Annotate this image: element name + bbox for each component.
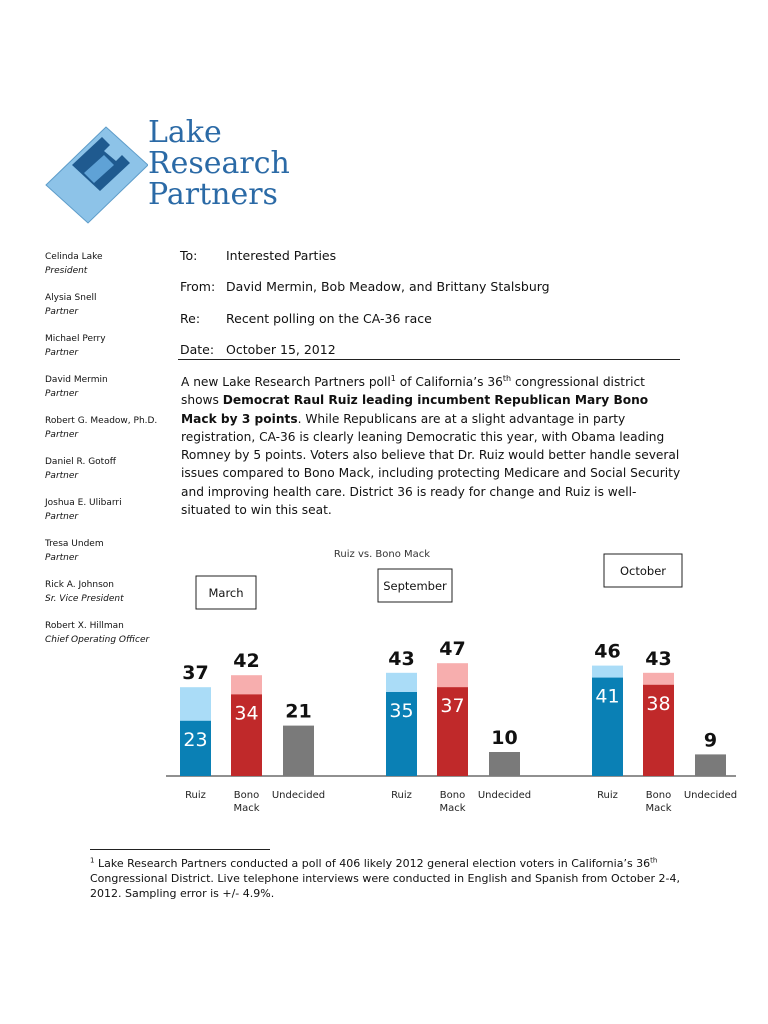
memo-from-value: David Mermin, Bob Meadow, and Brittany Stalsburg	[226, 279, 550, 294]
strong-value-label: 34	[234, 702, 259, 725]
staff-name: Robert G. Meadow, Ph.D.	[45, 416, 158, 426]
category-label: Mack	[233, 803, 260, 814]
period-label: March	[208, 586, 244, 600]
category-label: Bono	[645, 790, 672, 801]
staff-name: Joshua E. Ulibarri	[45, 498, 122, 508]
footnote-text: Lake Research Partners conducted a poll of 406 likely 2012 general election voters in California’s 36	[94, 857, 651, 870]
staff-name: Daniel R. Gotoff	[45, 457, 116, 467]
staff-member	[45, 496, 185, 524]
undecided-value-label: 9	[703, 729, 718, 752]
staff-name: Michael Perry	[45, 334, 106, 344]
memo-from-label: From:	[180, 279, 216, 294]
chart-svg	[160, 540, 750, 830]
memo-re-label: Re:	[180, 311, 201, 326]
category-label: Undecided	[271, 790, 326, 801]
footnote-number: 1	[90, 856, 95, 865]
footnote-ref: 1	[390, 373, 396, 383]
total-value-label: 47	[439, 638, 466, 661]
memo-divider	[178, 359, 680, 360]
staff-member	[45, 455, 185, 483]
category-label: Mack	[645, 803, 672, 814]
company-logo	[44, 115, 304, 225]
bar-undecided	[695, 754, 726, 776]
total-value-label: 43	[645, 647, 672, 670]
strong-value-label: 37	[440, 695, 465, 718]
category-label: Mack	[439, 803, 466, 814]
chart-title: Ruiz vs. Bono Mack	[333, 549, 431, 560]
period-label: September	[383, 579, 447, 593]
staff-title: Chief Operating Officer	[45, 635, 150, 645]
staff-name: Celinda Lake	[45, 252, 103, 262]
footnote	[90, 856, 700, 901]
period-label: October	[619, 564, 667, 578]
undecided-value-label: 10	[491, 727, 518, 749]
staff-name: David Mermin	[45, 375, 108, 385]
staff-name: Rick A. Johnson	[45, 580, 114, 590]
category-label: Bono	[233, 790, 260, 801]
strong-value-label: 41	[595, 685, 620, 708]
logo-line: Research	[148, 146, 290, 181]
staff-name: Tresa Undem	[45, 539, 104, 549]
strong-value-label: 38	[646, 692, 671, 715]
undecided-value-label: 21	[285, 700, 312, 723]
staff-title: Sr. Vice President	[45, 594, 124, 604]
total-value-label: 46	[594, 640, 621, 663]
staff-title: President	[45, 266, 88, 276]
staff-member	[45, 373, 185, 401]
category-label: Undecided	[477, 790, 532, 801]
logo-wordmark	[148, 117, 290, 210]
staff-title: Partner	[45, 348, 79, 358]
staff-name: Alysia Snell	[45, 293, 97, 303]
memo-re-value: Recent polling on the CA-36 race	[226, 311, 432, 326]
staff-member	[45, 332, 185, 360]
staff-title: Partner	[45, 430, 79, 440]
body-text: congressional district shows	[181, 375, 645, 408]
category-label: Undecided	[683, 790, 738, 801]
staff-member	[45, 250, 185, 278]
logo-line: Partners	[148, 177, 278, 212]
staff-title: Partner	[45, 553, 79, 563]
staff-title: Partner	[45, 471, 79, 481]
staff-member	[45, 291, 185, 319]
ordinal-suffix: th	[650, 856, 658, 865]
body-text: A new Lake Research Partners poll	[181, 375, 391, 389]
body-text: of California’s 36	[395, 375, 503, 389]
footnote-text: Congressional District. Live telephone interviews were conducted in English and Spanish from October 2-4, 2012. Sampling error is +/- 4.9%.	[90, 872, 680, 900]
category-label: Ruiz	[597, 790, 618, 801]
staff-member	[45, 414, 185, 442]
logo-line: Lake	[148, 115, 222, 150]
staff-title: Partner	[45, 389, 79, 399]
footnote-divider	[90, 849, 270, 850]
total-value-label: 43	[388, 647, 415, 670]
ruiz-vs-bonomack-chart	[160, 540, 750, 830]
total-value-label: 37	[182, 662, 209, 685]
memo-date-value: October 15, 2012	[226, 342, 336, 357]
strong-value-label: 23	[183, 728, 208, 751]
strong-value-label: 35	[389, 700, 414, 722]
staff-name: Robert X. Hillman	[45, 621, 124, 631]
category-label: Ruiz	[185, 790, 206, 801]
memo-to-value: Interested Parties	[226, 248, 337, 263]
category-label: Bono	[439, 790, 466, 801]
memo-date-label: Date:	[180, 342, 215, 357]
total-value-label: 42	[233, 650, 260, 673]
staff-title: Partner	[45, 512, 79, 522]
memo-to-label: To:	[180, 248, 198, 263]
puzzle-logo-icon	[44, 115, 148, 225]
body-text: . While Republicans are at a slight advantage in party registration, CA-36 is clearly leaning Democratic this year, with Obama leading Romney by 5 points. Voters also believe that Dr. Ruiz would better handle several issues compared to Bono Mack, including protecting Medicare and Social Security and improving health care. District 36 is ready for change and Ruiz is well-situated to win this seat.	[181, 411, 681, 518]
staff-title: Partner	[45, 307, 79, 317]
body-highlight: Democrat Raul Ruiz leading incumbent Republican Mary Bono Mack by 3 points	[181, 393, 649, 426]
memo-body	[181, 373, 681, 519]
category-label: Ruiz	[391, 790, 412, 801]
bar-undecided	[489, 752, 520, 776]
ordinal-suffix: th	[502, 373, 512, 383]
bar-undecided	[283, 726, 314, 776]
